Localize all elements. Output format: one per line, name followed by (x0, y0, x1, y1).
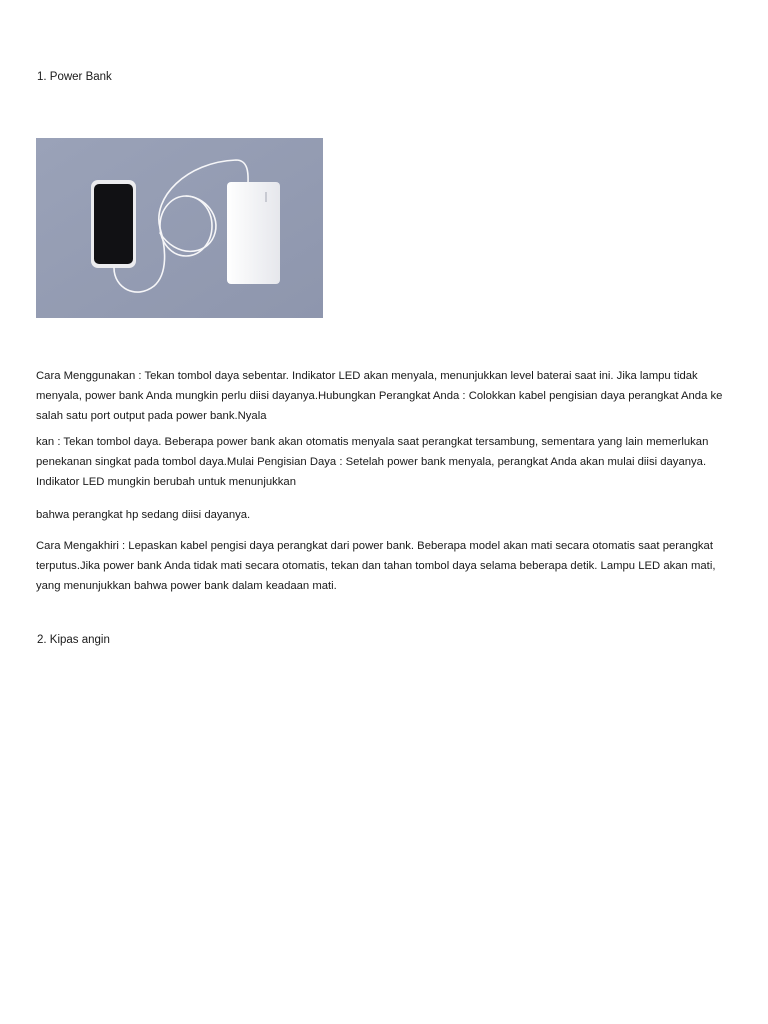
section-title-fan: 2. Kipas angin (37, 634, 110, 646)
smartphone-icon (91, 180, 136, 268)
paragraph-turn-on: kan : Tekan tombol daya. Beberapa power bank akan otomatis menyala saat perangkat tersambung, sementara yang lain memerlukan penekanan singkat pada tombol daya.Mulai Pengisian Daya : Setelah power bank menyala, perangkat Anda akan mulai diisi dayanya. Indikator LED mungkin berubah untuk menunjukkan (36, 436, 709, 488)
section-title-power-bank: 1. Power Bank (37, 71, 112, 83)
power-bank-photo (36, 138, 323, 318)
paragraph-charging: bahwa perangkat hp sedang diisi dayanya. (36, 509, 251, 521)
paragraph-finish: Cara Mengakhiri : Lepaskan kabel pengisi daya perangkat dari power bank. Beberapa model akan mati secara otomatis saat perangkat terputus.Jika power bank Anda tidak mati secara otomatis, tekan dan tahan tombol daya selama beberapa detik. Lampu LED akan mati, yang menunjukkan bahwa power bank dalam keadaan mati. (36, 540, 716, 592)
paragraph-usage: Cara Menggunakan : Tekan tombol daya sebentar. Indikator LED akan menyala, menunjukkan level baterai saat ini. Jika lampu tidak menyala, power bank Anda mungkin perlu diisi dayanya.Hubungkan Perangkat Anda : Colokkan kabel pengisian daya perangkat Anda ke salah satu port output pada power bank.Nyala (36, 370, 723, 422)
power-bank-device (227, 182, 280, 284)
